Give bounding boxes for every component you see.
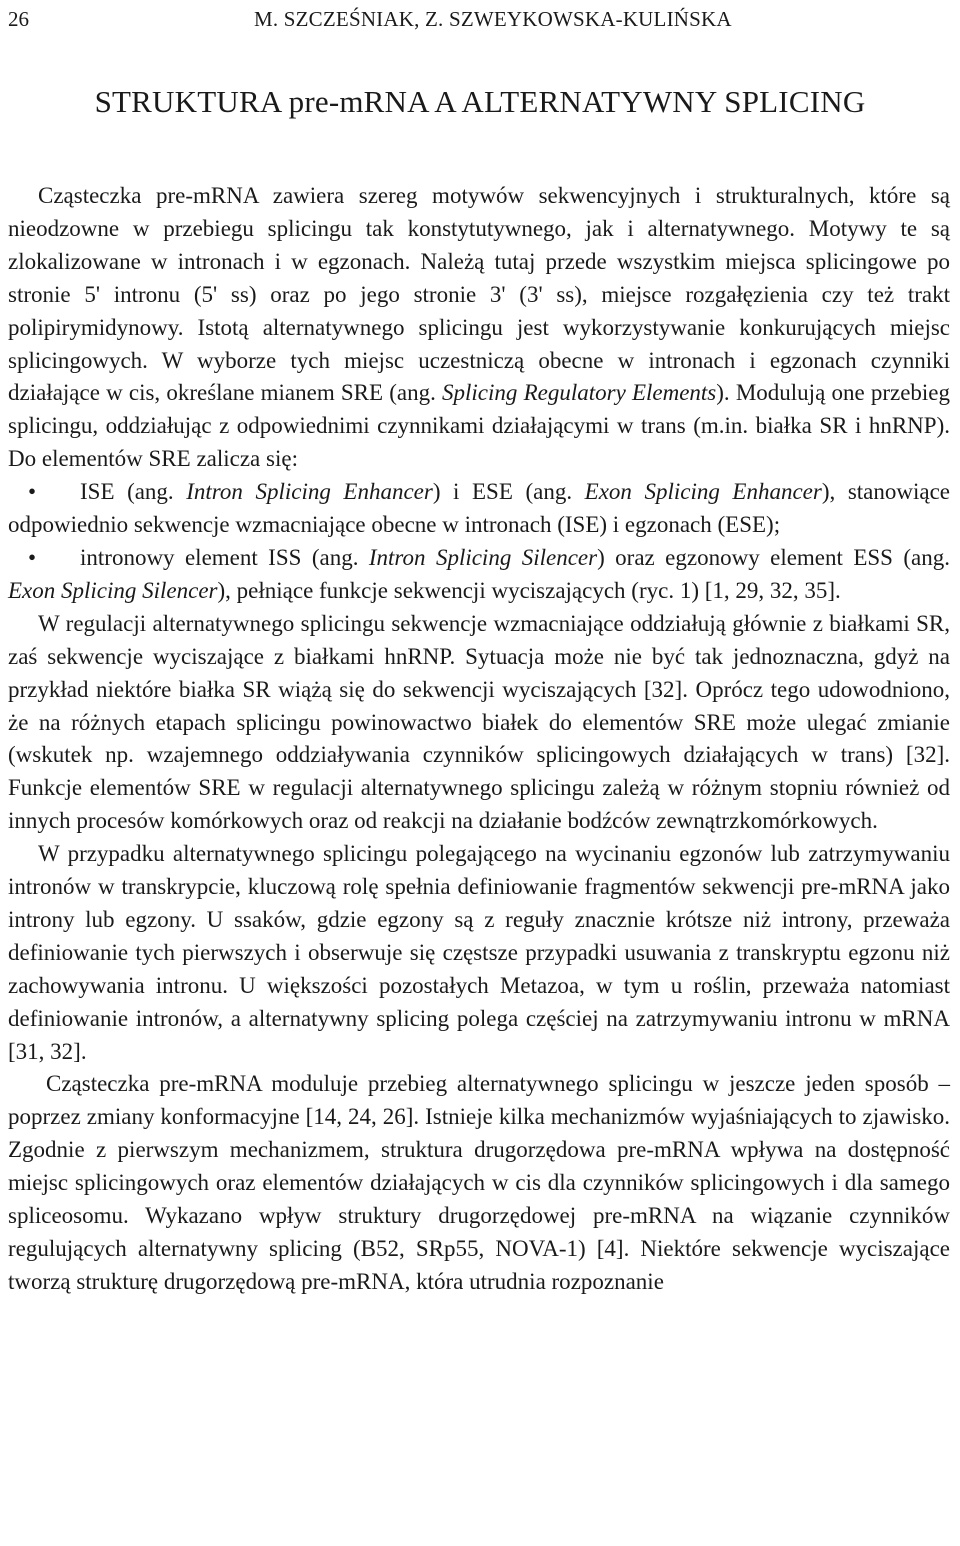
list-item-iss-ess: • intronowy element ISS (ang. Intron Splicing Silencer) oraz egzonowy element ESS (ang. Exon Splicing Silencer), pełniące funkcje sekwencji wyciszających (ryc. 1) [1, 29, 32, 35]. <box>8 542 950 608</box>
bullet-icon: • <box>28 544 37 570</box>
term-ise: Intron Splicing Enhancer <box>186 479 433 505</box>
article-body <box>8 180 950 1299</box>
term-iss: Intron Splicing Silencer <box>368 544 598 570</box>
term-ese: Exon Splicing Enhancer <box>584 479 822 505</box>
term-ess: Exon Splicing Silencer <box>8 577 218 603</box>
page-number: 26 <box>8 7 29 31</box>
paragraph-definition: W przypadku alternatywnego splicingu polegającego na wycinaniu egzonów lub zatrzymywaniu intronów w transkrypcie, kluczową rolę spełnia definiowanie fragmentów sekwencji pre-mRNA jako introny lub egzony. U ssaków, gdzie egzony są z reguły znacznie krótsze niż introny, przeważa definiowanie tych pierwszych i obserwuje się częstsze przypadki usuwania z transkryptu egzonu niż zachowywania intronu. U większości pozostałych Metazoa, w tym u roślin, przeważa natomiast definiowanie intronów, a alternatywny splicing polega częściej na zatrzymywaniu intronu w mRNA [31, 32]. <box>8 841 950 1064</box>
section-title: STRUKTURA pre-mRNA A ALTERNATYWNY SPLICING <box>94 84 866 119</box>
running-header <box>8 4 950 34</box>
paragraph-regulation: W regulacji alternatywnego splicingu sekwencje wzmacniające oddziałują głównie z białkami SR, zaś sekwencje wyciszające z białkami hnRNP. Sytuacja może nie być tak jednoznaczna, gdyż na przykład niektóre białka SR wiążą się do sekwencji wyciszających [32]. Oprócz tego udowodniono, że na różnych etapach splicingu powinowactwo białek do elementów SRE może ulegać zmianie (wskutek np. wzajemnego oddziaływania czynników splicingowych działających w trans) [32]. Funkcje elementów SRE w regulacji alternatywnego splicingu zależą w różnym stopniu również od innych procesów komórkowych oraz od reakcji na działanie bodźców zewnątrzkomórkowych. <box>8 610 950 834</box>
paragraph-intro: Cząsteczka pre-mRNA zawiera szereg motywów sekwencyjnych i strukturalnych, które są nieodzowne w przebiegu splicingu tak konstytutywnego, jak i alternatywnego. Motywy te są zlokalizowane w intronach i w egzonach. Należą tutaj przede wszystkim miejsca splicingowe po stronie 5' intronu (5' ss) oraz po jego stronie 3' (3' ss), miejsce rozgałęzienia czy też trakt polipirymidynowy. Istotą alternatywnego splicingu jest wykorzystywanie konkurujących miejsc splicingowych. W wyborze tych miejsc uczestniczą obecne w intronach i egzonach czynniki działające w cis, określane mianem SRE (ang. Splicing Regulatory Elements). Modulują one przebieg splicingu, oddziałując z odpowiednimi czynnikami działającymi w trans (m.in. białka SR i hnRNP). Do elementów SRE zalicza się: <box>8 183 951 472</box>
bullet-icon: • <box>28 479 37 505</box>
term-sre: Splicing Regulatory Elements <box>442 380 717 406</box>
paragraph-conformation: Cząsteczka pre-mRNA moduluje przebieg alternatywnego splicingu w jeszcze jeden sposób – poprzez zmiany konformacyjne [14, 24, 26]. Istnieje kilka mechanizmów wyjaśniających to zjawisko. Zgodnie z pierwszym mechanizmem, struktura drugorzędowa pre-mRNA wpływa na dostępność miejsc splicingowych oraz elementów działających w cis dla czynników splicingowych i dla samego spliceosomu. Wykazano wpływ struktury drugorzędowej pre-mRNA na wiązanie czynników regulujących alternatywny splicing (B52, SRp55, NOVA-1) [4]. Niektóre sekwencje wyciszające tworzą strukturę drugorzędową pre-mRNA, która utrudnia rozpoznanie <box>8 1071 950 1294</box>
list-item-ise-ese: • ISE (ang. Intron Splicing Enhancer) i ESE (ang. Exon Splicing Enhancer), stanowiące odpowiednio sekwencje wzmacniające obecne w intronach (ISE) i egzonach (ESE); <box>8 476 950 542</box>
running-authors: M. SZCZEŚNIAK, Z. SZWEYKOWSKA-KULIŃSKA <box>254 7 732 31</box>
